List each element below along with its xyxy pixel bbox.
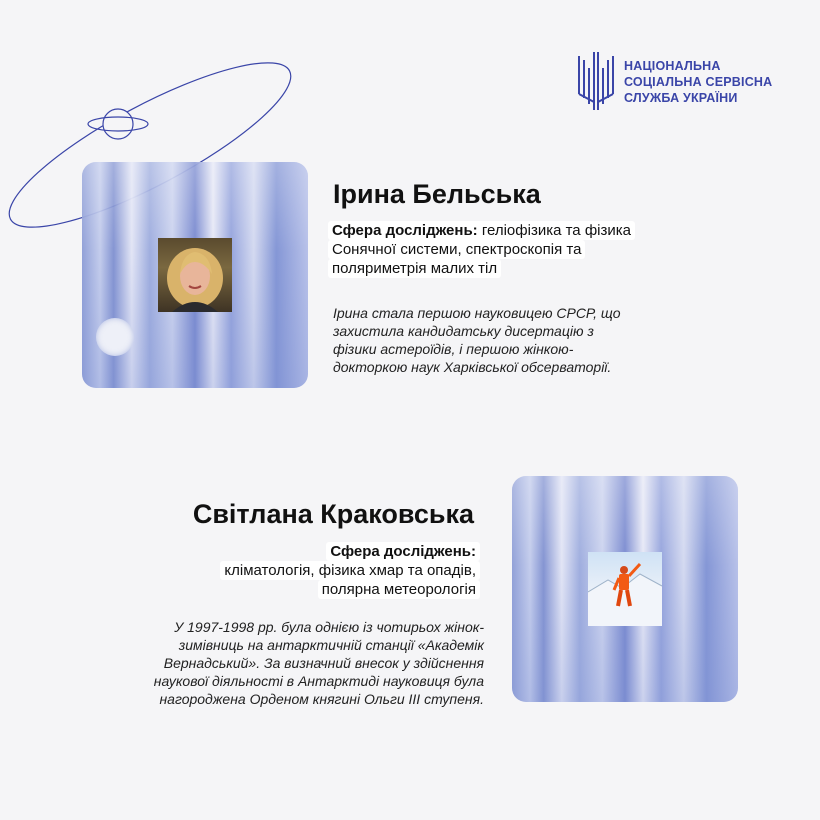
bio-line: нагороджена Орденом княгині Ольги ІІІ ступеня. bbox=[159, 691, 484, 707]
profile-2-research-field bbox=[150, 542, 480, 599]
profile-2-bio bbox=[54, 618, 484, 708]
field-line: кліматологія, фізика хмар та опадів, bbox=[220, 561, 480, 580]
logo-line-3: СЛУЖБА УКРАЇНИ bbox=[624, 91, 738, 105]
profile-1-name: Ірина Бельська bbox=[333, 179, 541, 209]
research-field-label: Сфера досліджень: bbox=[332, 222, 478, 239]
krakovska-photo bbox=[588, 552, 662, 626]
nsss-logo bbox=[576, 50, 796, 112]
bio-line: захистила кандидатську дисертацію з bbox=[333, 323, 594, 339]
logo-text bbox=[624, 58, 772, 106]
logo-line-2: СОЦІАЛЬНА СЕРВІСНА bbox=[624, 75, 773, 89]
bio-line: фізики астероїдів, і першою жінкою- bbox=[333, 341, 574, 357]
climber-icon bbox=[588, 552, 662, 626]
field-line: поляриметрія малих тіл bbox=[328, 259, 501, 278]
bio-line: У 1997-1998 рр. була однією із чотирьох жінок- bbox=[174, 619, 484, 635]
bio-line: наукової діяльності в Антарктиді науковиця була bbox=[153, 673, 484, 689]
comet-icon bbox=[96, 318, 134, 356]
profile-2-name: Світлана Краковська bbox=[192, 499, 474, 529]
bio-line: Ірина стала першою науковицею СРСР, що bbox=[333, 305, 621, 321]
research-field-label: Сфера досліджень: bbox=[326, 542, 480, 561]
bio-line: зимівниць на антарктичній станції «Академік bbox=[178, 637, 484, 653]
logo-line-1: НАЦІОНАЛЬНА bbox=[624, 59, 721, 73]
bio-line: Вернадський». За визначний внесок у здійснення bbox=[163, 655, 484, 671]
profile-1-bio bbox=[333, 304, 703, 376]
field-line: полярна метеорологія bbox=[318, 580, 480, 599]
profile-1-research-field bbox=[328, 221, 698, 278]
field-line: Сонячної системи, спектроскопія та bbox=[328, 240, 585, 259]
woman-portrait-icon bbox=[158, 238, 232, 312]
field-line: геліофізика та фізика bbox=[481, 222, 631, 239]
trident-logo-icon bbox=[576, 50, 616, 112]
belska-portrait-photo bbox=[158, 238, 232, 312]
bio-line: докторкою наук Харківської обсерваторії. bbox=[333, 359, 612, 375]
